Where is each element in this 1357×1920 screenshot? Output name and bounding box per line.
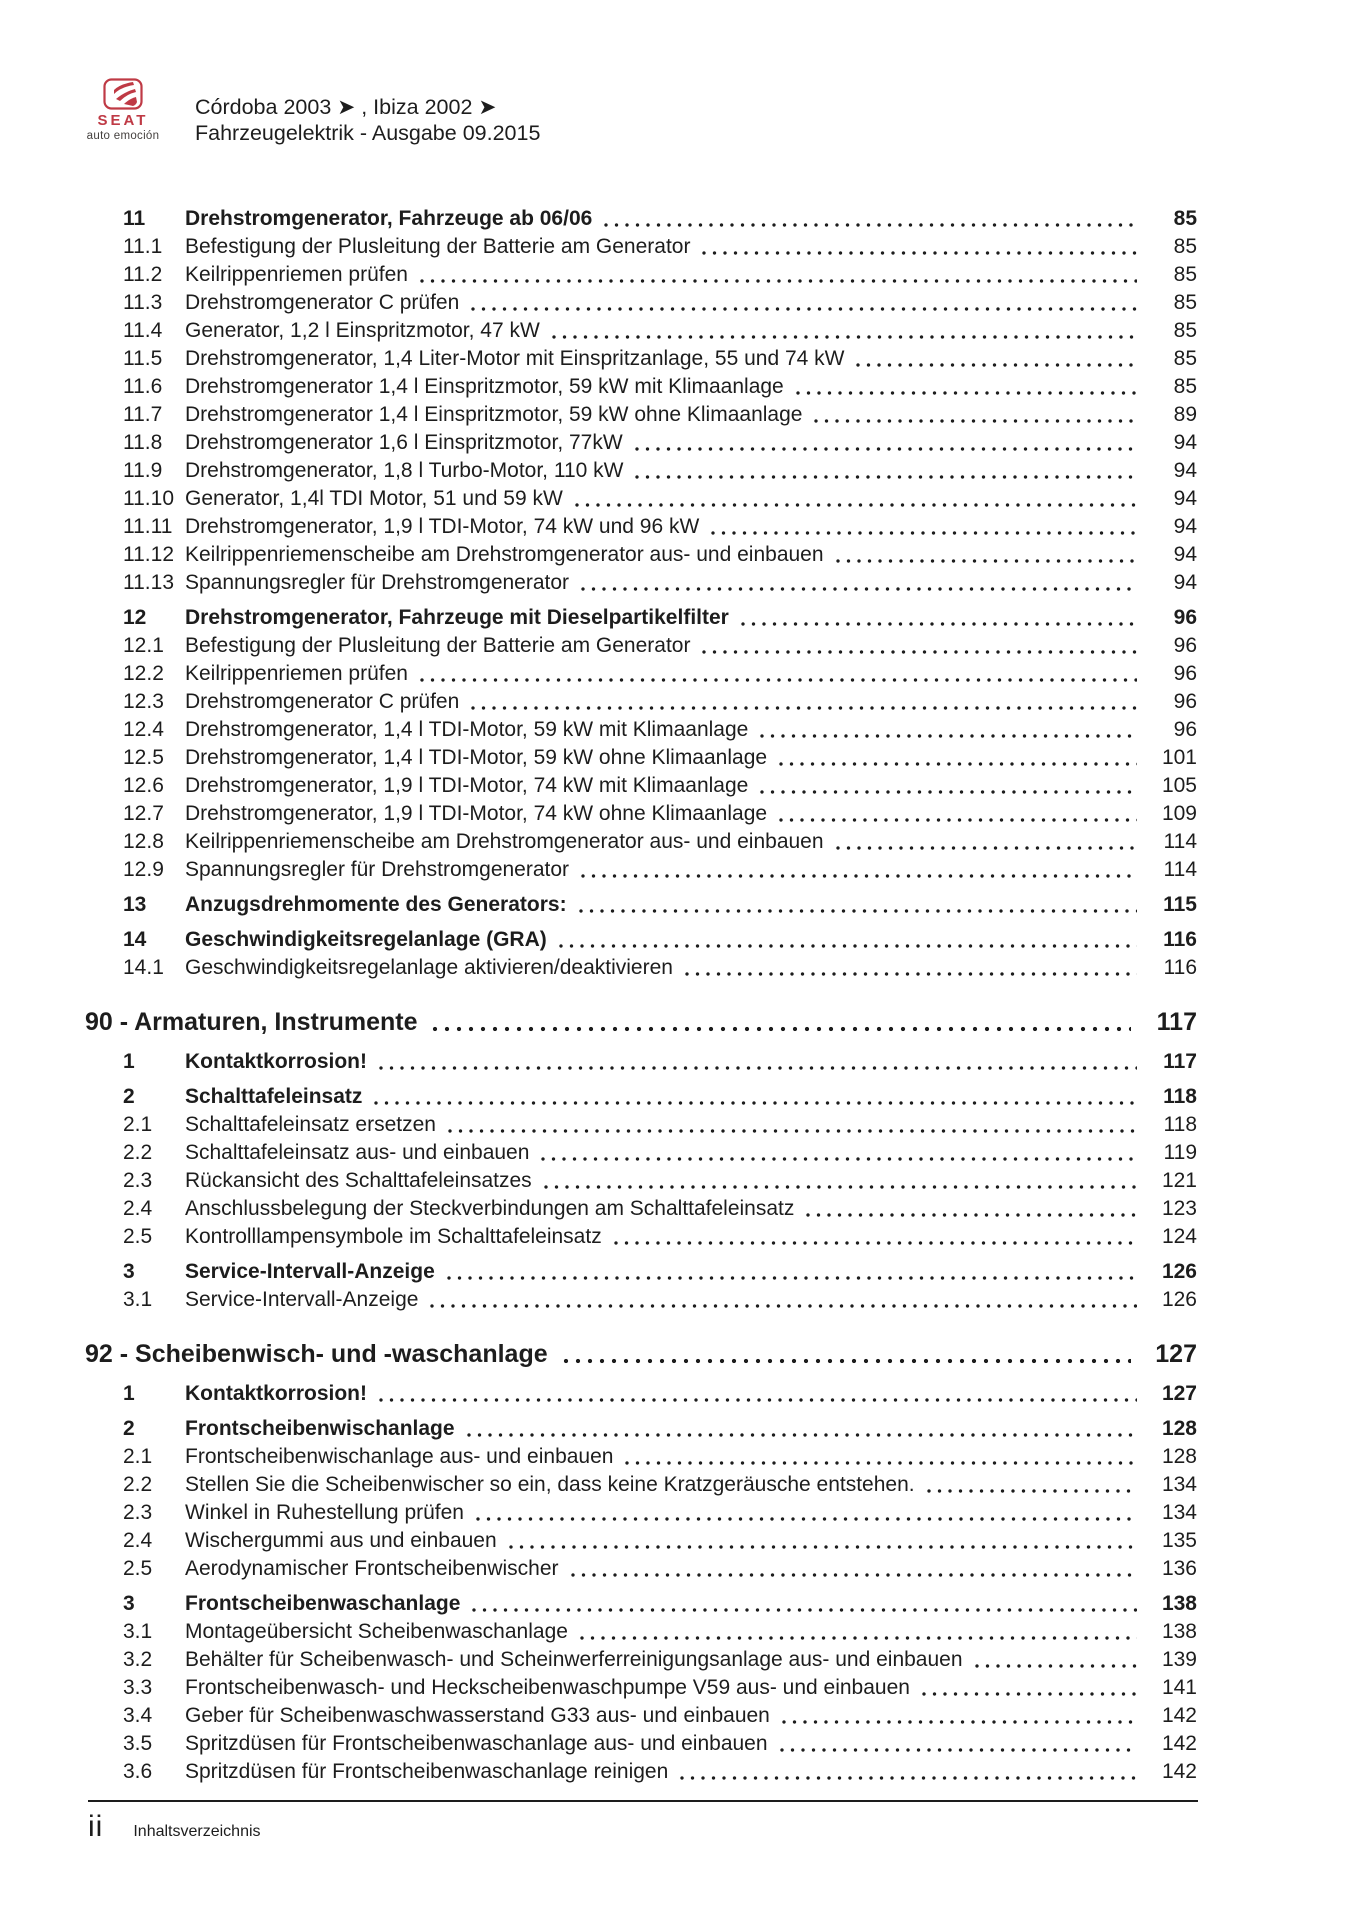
entry-page-number: 85: [1173, 291, 1197, 314]
page-header: [85, 74, 540, 146]
entry-title: Frontscheibenwasch- und Heckscheibenwaschpumpe V59 aus- und einbauen: [185, 1676, 910, 1699]
toc-entry-row: [85, 1286, 1197, 1314]
entry-title: Schalttafeleinsatz aus- und einbauen: [185, 1141, 530, 1164]
entry-title: Kontaktkorrosion!: [185, 1382, 368, 1405]
entry-number: 3.6: [123, 1760, 153, 1783]
toc-entry-row: [85, 1223, 1197, 1251]
dotted-leader: [601, 205, 1137, 233]
entry-title: Drehstromgenerator, 1,4 l TDI-Motor, 59 kW ohne Klimaanlage: [185, 746, 768, 769]
entry-page-number: 124: [1161, 1225, 1197, 1248]
entry-number: 2.5: [123, 1225, 153, 1248]
toc-entry-row: [85, 1195, 1197, 1223]
entry-page-number: 85: [1173, 347, 1197, 370]
entry-title: Kontrolllampensymbole im Schalttafeleinsatz: [185, 1225, 602, 1248]
dotted-leader: [972, 1646, 1137, 1674]
toc-entry-row: [85, 1111, 1197, 1139]
entry-page-number: 94: [1173, 431, 1197, 454]
dotted-leader: [833, 828, 1137, 856]
toc-entry-row: [85, 513, 1197, 541]
toc-chapter-row: [85, 1335, 1197, 1373]
entry-number: 11.4: [123, 319, 163, 342]
toc-entry-row: [85, 772, 1197, 800]
entry-page-number: 115: [1163, 893, 1197, 916]
entry-page-number: 94: [1173, 543, 1197, 566]
entry-title: Drehstromgenerator, 1,9 l TDI-Motor, 74 kW ohne Klimaanlage: [185, 802, 768, 825]
dotted-leader: [429, 1003, 1131, 1041]
toc-entry-row: [85, 954, 1197, 982]
entry-page-number: 141: [1161, 1676, 1197, 1699]
entry-title: Geschwindigkeitsregelanlage aktivieren/deaktivieren: [185, 956, 673, 979]
toc-entry-row: [85, 1590, 1197, 1618]
entry-page-number: 134: [1161, 1501, 1197, 1524]
dotted-leader: [468, 688, 1137, 716]
entry-title: Rückansicht des Schalttafeleinsatzes: [185, 1169, 532, 1192]
dotted-leader: [445, 1111, 1137, 1139]
entry-number: 2.1: [123, 1113, 153, 1136]
dotted-leader: [417, 261, 1137, 289]
toc-entry-row: [85, 604, 1197, 632]
entry-title: Behälter für Scheibenwasch- und Scheinwerferreinigungsanlage aus- und einbauen: [185, 1648, 963, 1671]
toc-entry-row: [85, 632, 1197, 660]
entry-page-number: 127: [1155, 1340, 1197, 1368]
entry-page-number: 116: [1163, 928, 1197, 951]
dotted-leader: [473, 1499, 1137, 1527]
entry-title: Geber für Scheibenwaschwasserstand G33 aus- und einbauen: [185, 1704, 770, 1727]
dotted-leader: [853, 345, 1137, 373]
entry-number: 12.5: [123, 746, 164, 769]
toc-entry-row: [85, 261, 1197, 289]
entry-number: 3.2: [123, 1648, 153, 1671]
footer-section-label: Inhaltsverzeichnis: [133, 1823, 261, 1840]
dotted-leader: [919, 1674, 1137, 1702]
dotted-leader: [708, 513, 1137, 541]
entry-number: 12.8: [123, 830, 164, 853]
entry-number: 3.1: [123, 1620, 153, 1643]
entry-title: Drehstromgenerator C prüfen: [185, 291, 460, 314]
toc-entry-row: [85, 926, 1197, 954]
dotted-leader: [757, 772, 1137, 800]
entry-number: 2.5: [123, 1557, 153, 1580]
toc-entry-row: [85, 205, 1197, 233]
entry-number: 12.3: [123, 690, 164, 713]
entry-page-number: 121: [1161, 1169, 1197, 1192]
dotted-leader: [776, 800, 1137, 828]
entry-number: 11.11: [123, 515, 173, 538]
entry-title: Drehstromgenerator 1,6 l Einspritzmotor, 77kW: [185, 431, 623, 454]
dotted-leader: [777, 1730, 1137, 1758]
dotted-leader: [568, 1555, 1138, 1583]
toc-entry-row: [85, 1527, 1197, 1555]
toc-entry-row: [85, 485, 1197, 513]
toc-entry-row: [85, 828, 1197, 856]
entry-number: 14.1: [123, 956, 164, 979]
entry-page-number: 96: [1173, 718, 1197, 741]
dotted-leader: [371, 1083, 1137, 1111]
entry-number: 11.13: [123, 571, 174, 594]
entry-page-number: 85: [1173, 207, 1197, 230]
toc-entry-row: [85, 716, 1197, 744]
entry-page-number: 142: [1161, 1732, 1197, 1755]
toc-entry-row: [85, 233, 1197, 261]
entry-page-number: 127: [1161, 1382, 1197, 1405]
toc-entry-row: [85, 856, 1197, 884]
dotted-leader: [576, 891, 1137, 919]
entry-number: 3.3: [123, 1676, 153, 1699]
entry-number: 2: [123, 1085, 135, 1108]
header-text-block: [195, 74, 540, 146]
dotted-leader: [632, 429, 1137, 457]
entry-page-number: 128: [1161, 1445, 1197, 1468]
dotted-leader: [699, 632, 1137, 660]
entry-title: Keilrippenriemen prüfen: [185, 263, 408, 286]
chapter-title: 92 - Scheibenwisch- und -waschanlage: [85, 1340, 548, 1368]
entry-title: Drehstromgenerator, Fahrzeuge mit Dieselpartikelfilter: [185, 606, 729, 629]
entry-title: Service-Intervall-Anzeige: [185, 1260, 435, 1283]
entry-page-number: 126: [1161, 1260, 1197, 1283]
entry-title: Befestigung der Plusleitung der Batterie am Generator: [185, 634, 691, 657]
dotted-leader: [611, 1223, 1137, 1251]
entry-number: 11.8: [123, 431, 163, 454]
entry-page-number: 96: [1173, 634, 1197, 657]
entry-number: 11.10: [123, 487, 174, 510]
entry-number: 11.3: [123, 291, 163, 314]
entry-page-number: 85: [1173, 319, 1197, 342]
dotted-leader: [556, 926, 1137, 954]
entry-number: 2.3: [123, 1501, 153, 1524]
toc-entry-row: [85, 1139, 1197, 1167]
entry-number: 3.1: [123, 1288, 153, 1311]
seat-wordmark: SEAT: [97, 112, 149, 129]
dotted-leader: [376, 1380, 1137, 1408]
entry-title: Service-Intervall-Anzeige: [185, 1288, 419, 1311]
dotted-leader: [376, 1048, 1137, 1076]
entry-page-number: 142: [1161, 1760, 1197, 1783]
entry-number: 3.4: [123, 1704, 153, 1727]
entry-page-number: 117: [1163, 1050, 1197, 1073]
entry-number: 2: [123, 1417, 135, 1440]
dotted-leader: [793, 373, 1137, 401]
seat-logo: [85, 74, 161, 142]
header-edition-line: Fahrzeugelektrik - Ausgabe 09.2015: [195, 121, 541, 145]
entry-title: Geschwindigkeitsregelanlage (GRA): [185, 928, 547, 951]
toc-entry-row: [85, 660, 1197, 688]
entry-number: 3: [123, 1260, 135, 1283]
dotted-leader: [682, 954, 1137, 982]
entry-title: Frontscheibenwaschanlage: [185, 1592, 461, 1615]
toc-entry-row: [85, 1443, 1197, 1471]
dotted-leader: [538, 1139, 1137, 1167]
entry-title: Keilrippenriemen prüfen: [185, 662, 408, 685]
dotted-leader: [444, 1258, 1137, 1286]
dotted-leader: [738, 604, 1137, 632]
dotted-leader: [572, 485, 1137, 513]
entry-title: Montageübersicht Scheibenwaschanlage: [185, 1620, 568, 1643]
entry-number: 12: [123, 606, 147, 629]
entry-title: Spritzdüsen für Frontscheibenwaschanlage reinigen: [185, 1760, 669, 1783]
toc-entry-row: [85, 1618, 1197, 1646]
toc-entry-row: [85, 541, 1197, 569]
dotted-leader: [464, 1415, 1137, 1443]
entry-number: 2.1: [123, 1445, 153, 1468]
entry-number: 2.4: [123, 1529, 153, 1552]
entry-page-number: 85: [1173, 235, 1197, 258]
entry-title: Wischergummi aus und einbauen: [185, 1529, 497, 1552]
entry-page-number: 128: [1161, 1417, 1197, 1440]
toc-entry-row: [85, 1083, 1197, 1111]
dotted-leader: [427, 1286, 1137, 1314]
entry-page-number: 139: [1161, 1648, 1197, 1671]
entry-title: Drehstromgenerator, Fahrzeuge ab 06/06: [185, 207, 593, 230]
toc: [85, 198, 1197, 1786]
entry-number: 3: [123, 1592, 135, 1615]
page-footer: [88, 1800, 1198, 1844]
dotted-leader: [577, 1618, 1137, 1646]
entry-page-number: 85: [1173, 375, 1197, 398]
entry-page-number: 134: [1161, 1473, 1197, 1496]
entry-number: 12.6: [123, 774, 164, 797]
dotted-leader: [560, 1335, 1131, 1373]
toc-entry-row: [85, 1674, 1197, 1702]
entry-number: 11.9: [123, 459, 163, 482]
toc-entry-row: [85, 1730, 1197, 1758]
entry-number: 2.3: [123, 1169, 153, 1192]
entry-page-number: 96: [1173, 662, 1197, 685]
toc-entry-row: [85, 1646, 1197, 1674]
dotted-leader: [779, 1702, 1137, 1730]
entry-number: 1: [123, 1050, 135, 1073]
entry-title: Spannungsregler für Drehstromgenerator: [185, 858, 570, 881]
entry-title: Drehstromgenerator, 1,8 l Turbo-Motor, 110 kW: [185, 459, 624, 482]
entry-page-number: 117: [1156, 1008, 1197, 1036]
entry-title: Drehstromgenerator 1,4 l Einspritzmotor, 59 kW mit Klimaanlage: [185, 375, 784, 398]
toc-entry-row: [85, 1380, 1197, 1408]
entry-title: Schalttafeleinsatz ersetzen: [185, 1113, 436, 1136]
entry-page-number: 138: [1161, 1592, 1197, 1615]
entry-title: Schalttafeleinsatz: [185, 1085, 363, 1108]
entry-title: Winkel in Ruhestellung prüfen: [185, 1501, 464, 1524]
entry-page-number: 101: [1161, 746, 1197, 769]
entry-number: 11.12: [123, 543, 174, 566]
entry-number: 12.7: [123, 802, 164, 825]
dotted-leader: [833, 541, 1137, 569]
entry-title: Kontaktkorrosion!: [185, 1050, 368, 1073]
chapter-title: 90 - Armaturen, Instrumente: [85, 1008, 418, 1036]
toc-entry-row: [85, 317, 1197, 345]
entry-page-number: 96: [1173, 606, 1197, 629]
entry-page-number: 126: [1161, 1288, 1197, 1311]
entry-title: Generator, 1,4l TDI Motor, 51 und 59 kW: [185, 487, 563, 510]
toc-chapter-row: [85, 1003, 1197, 1041]
dotted-leader: [632, 457, 1137, 485]
entry-title: Drehstromgenerator, 1,9 l TDI-Motor, 74 kW mit Klimaanlage: [185, 774, 749, 797]
toc-entry-row: [85, 1258, 1197, 1286]
dotted-leader: [578, 569, 1137, 597]
entry-title: Befestigung der Plusleitung der Batterie am Generator: [185, 235, 691, 258]
toc-entry-row: [85, 1555, 1197, 1583]
toc-entry-row: [85, 1702, 1197, 1730]
toc-entry-row: [85, 569, 1197, 597]
header-models-line: Córdoba 2003 ➤ , Ibiza 2002 ➤: [195, 95, 497, 119]
entry-number: 2.4: [123, 1197, 153, 1220]
entry-number: 11.5: [123, 347, 163, 370]
dotted-leader: [506, 1527, 1137, 1555]
entry-number: 14: [123, 928, 147, 951]
entry-page-number: 123: [1161, 1197, 1197, 1220]
entry-page-number: 109: [1161, 802, 1197, 825]
toc-entry-row: [85, 401, 1197, 429]
entry-page-number: 142: [1161, 1704, 1197, 1727]
entry-number: 12.4: [123, 718, 164, 741]
entry-page-number: 119: [1163, 1141, 1197, 1164]
entry-number: 12.2: [123, 662, 164, 685]
dotted-leader: [417, 660, 1137, 688]
toc-entry-row: [85, 744, 1197, 772]
entry-number: 3.5: [123, 1732, 153, 1755]
dotted-leader: [803, 1195, 1137, 1223]
entry-title: Stellen Sie die Scheibenwischer so ein, dass keine Kratzgeräusche entstehen.: [185, 1473, 915, 1496]
toc-entry-row: [85, 457, 1197, 485]
entry-page-number: 89: [1173, 403, 1197, 426]
folio-number: ii: [88, 1810, 104, 1843]
entry-title: Keilrippenriemenscheibe am Drehstromgenerator aus- und einbauen: [185, 830, 824, 853]
toc-entry-row: [85, 800, 1197, 828]
toc-entry-row: [85, 891, 1197, 919]
dotted-leader: [622, 1443, 1137, 1471]
entry-number: 11.1: [123, 235, 163, 258]
entry-title: Drehstromgenerator, 1,9 l TDI-Motor, 74 kW und 96 kW: [185, 515, 700, 538]
toc-entry-row: [85, 429, 1197, 457]
dotted-leader: [677, 1758, 1137, 1786]
entry-number: 11.7: [123, 403, 163, 426]
entry-page-number: 96: [1173, 690, 1197, 713]
dotted-leader: [549, 317, 1137, 345]
toc-entry-row: [85, 345, 1197, 373]
dotted-leader: [541, 1167, 1137, 1195]
toc-entry-row: [85, 1758, 1197, 1786]
entry-number: 11: [123, 207, 146, 230]
toc-entry-row: [85, 289, 1197, 317]
dotted-leader: [924, 1471, 1137, 1499]
entry-page-number: 94: [1173, 571, 1197, 594]
entry-title: Keilrippenriemenscheibe am Drehstromgenerator aus- und einbauen: [185, 543, 824, 566]
seat-emblem-icon: [103, 78, 143, 110]
entry-title: Spritzdüsen für Frontscheibenwaschanlage aus- und einbauen: [185, 1732, 768, 1755]
dotted-leader: [811, 401, 1137, 429]
entry-number: 2.2: [123, 1473, 153, 1496]
entry-number: 13: [123, 893, 147, 916]
entry-page-number: 94: [1173, 515, 1197, 538]
toc-entry-row: [85, 1499, 1197, 1527]
entry-page-number: 94: [1173, 487, 1197, 510]
entry-page-number: 94: [1173, 459, 1197, 482]
dotted-leader: [757, 716, 1137, 744]
entry-number: 11.6: [123, 375, 163, 398]
entry-title: Drehstromgenerator 1,4 l Einspritzmotor, 59 kW ohne Klimaanlage: [185, 403, 803, 426]
entry-page-number: 105: [1161, 774, 1197, 797]
entry-title: Aerodynamischer Frontscheibenwischer: [185, 1557, 559, 1580]
toc-entry-row: [85, 1415, 1197, 1443]
entry-page-number: 116: [1163, 956, 1197, 979]
entry-page-number: 138: [1161, 1620, 1197, 1643]
entry-page-number: 135: [1161, 1529, 1197, 1552]
entry-number: 12.1: [123, 634, 164, 657]
entry-title: Spannungsregler für Drehstromgenerator: [185, 571, 570, 594]
toc-entry-row: [85, 1471, 1197, 1499]
entry-title: Anschlussbelegung der Steckverbindungen am Schalttafeleinsatz: [185, 1197, 795, 1220]
entry-page-number: 114: [1163, 830, 1197, 853]
entry-page-number: 114: [1163, 858, 1197, 881]
toc-entry-row: [85, 1048, 1197, 1076]
entry-title: Drehstromgenerator, 1,4 Liter-Motor mit Einspritzanlage, 55 und 74 kW: [185, 347, 845, 370]
dotted-leader: [468, 289, 1137, 317]
dotted-leader: [578, 856, 1137, 884]
dotted-leader: [699, 233, 1137, 261]
dotted-leader: [776, 744, 1137, 772]
entry-title: Frontscheibenwischanlage: [185, 1417, 455, 1440]
entry-title: Generator, 1,2 l Einspritzmotor, 47 kW: [185, 319, 540, 342]
toc-entry-row: [85, 373, 1197, 401]
dotted-leader: [469, 1590, 1137, 1618]
entry-page-number: 136: [1161, 1557, 1197, 1580]
entry-number: 2.2: [123, 1141, 153, 1164]
seat-tagline: auto emoción: [86, 130, 160, 142]
entry-number: 11.2: [123, 263, 163, 286]
entry-page-number: 85: [1173, 263, 1197, 286]
toc-entry-row: [85, 1167, 1197, 1195]
entry-title: Drehstromgenerator, 1,4 l TDI-Motor, 59 kW mit Klimaanlage: [185, 718, 749, 741]
entry-number: 1: [123, 1382, 135, 1405]
entry-title: Frontscheibenwischanlage aus- und einbauen: [185, 1445, 614, 1468]
toc-entry-row: [85, 688, 1197, 716]
entry-page-number: 118: [1163, 1085, 1197, 1108]
entry-title: Anzugsdrehmomente des Generators:: [185, 893, 567, 916]
entry-title: Drehstromgenerator C prüfen: [185, 690, 460, 713]
entry-number: 12.9: [123, 858, 164, 881]
entry-page-number: 118: [1163, 1113, 1197, 1136]
